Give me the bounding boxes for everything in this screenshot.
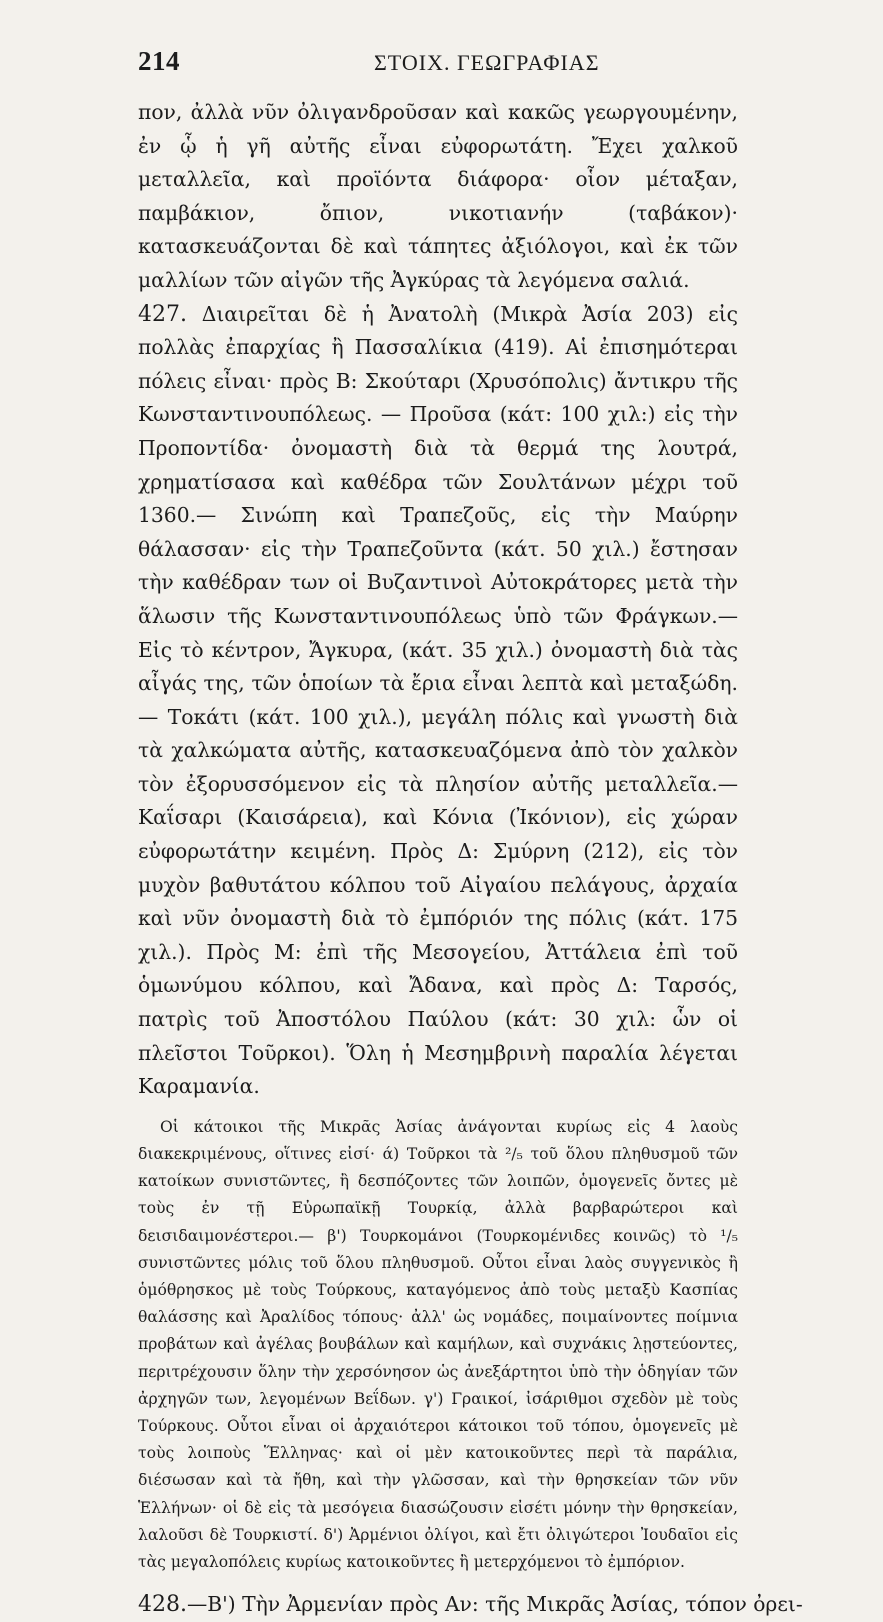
main-text: [138, 96, 738, 1104]
paragraph-continuation: πον, ἀλλὰ νῦν ὀλιγανδροῦσαν καὶ κακῶς γεωργουμένην, ἐν ᾧ ἡ γῆ αὐτῆς εἶναι εὐφορωτάτη. Ἔχει χαλκοῦ μεταλλεῖα, καὶ προϊόντα διάφορα· οἷον μέταξαν, παμβάκιον, ὄπιον, νικοτιανήν (ταβάκον)· κατασκευάζονται δὲ καὶ τάπητες ἀξιόλογοι, καὶ ἐκ τῶν μαλλίων τῶν αἰγῶν τῆς Ἀγκύρας τὰ λεγόμενα σαλιά.: [138, 100, 738, 292]
footnote-block: [138, 1114, 738, 1576]
next-section: [138, 1588, 803, 1622]
running-head: ΣΤΟΙΧ. ΓΕΩΓΡΑΦΙΑΣ: [374, 50, 600, 75]
section-428-text: —Β') Τὴν Ἀρμενίαν πρὸς Αν: τῆς Μικρᾶς Ἀσίας, τόπον ὀρει-: [186, 1592, 803, 1617]
section-number-428: 428.: [138, 1592, 187, 1618]
section-number-427: 427.: [138, 301, 187, 327]
paragraph-section-427: [138, 298, 738, 1104]
paragraph-section-428: [138, 1588, 803, 1622]
page-number: 214: [138, 46, 180, 76]
footnote-text: Οἱ κάτοικοι τῆς Μικρᾶς Ἀσίας ἀνάγονται κυρίως εἰς 4 λαοὺς διακεκριμένους, οἵτινες εἰσί· ά) Τοῦρκοι τὰ ²/₅ τοῦ ὅλου πληθυσμοῦ τῶν κατοίκων συνιστῶντες, ἢ δεσπόζοντες τῶν λοιπῶν, ὁμογενεῖς ὄντες μὲ τοὺς ἐν τῇ Εὐρωπαϊκῇ Τουρκίᾳ, ἀλλὰ βαρβαρώτεροι καὶ δεισιδαιμονέστεροι.— β') Τουρκομάνοι (Τουρκομένιδες κοινῶς) τὸ ¹/₅ συνιστῶντες μόλις τοῦ ὅλου πληθυσμοῦ. Οὗτοι εἶναι λαὸς συγγενικὸς ἢ ὁμόθρησκος μὲ τοὺς Τούρκους, καταγόμενος ἀπὸ τοὺς μεταξὺ Κασπίας θαλάσσης καὶ Ἀραλίδος τόπους· ἀλλ' ὡς νομάδες, ποιμαίνοντες ποίμνια προβάτων καὶ ἀγέλας βουβάλων καὶ καμήλων, καὶ συχνάκις λῃστεύοντες, περιτρέχουσιν ὅλην τὴν χερσόνησον ὡς ἀνεξάρτητοι ὑπὸ τὴν ὁδηγίαν τῶν ἀρχηγῶν των, λεγομένων Βεΐδων. γ') Γραικοί, ἰσάριθμοι σχεδὸν μὲ τοὺς Τούρκους. Οὗτοι εἶναι οἱ ἀρχαιότεροι κάτοικοι τοῦ τόπου, ὁμογενεῖς μὲ τοὺς λοιποὺς Ἕλληνας· καὶ οἱ μὲν κατοικοῦντες περὶ τὰ παράλια, διέσωσαν καὶ τὰ ἤθη, καὶ τὴν γλῶσσαν, καὶ τὴν θρησκείαν τῶν νῦν Ἑλλήνων· οἱ δὲ εἰς τὰ μεσόγεια διασώζουσιν εἰσέτι μόνην τὴν θρησκείαν, λαλοῦσι δὲ Τουρκιστί. δ') Ἀρμένιοι ὀλίγοι, καὶ ἔτι ὀλιγώτεροι Ἰουδαῖοι εἰς τὰς μεγαλοπόλεις κυρίως κατοικοῦντες ἢ μετερχόμενοι τὸ ἐμπόριον.: [138, 1117, 738, 1572]
page-body: [138, 96, 803, 1622]
section-427-text: Διαιρεῖται δὲ ἡ Ἀνατολὴ (Μικρὰ Ἀσία 203) εἰς πολλὰς ἐπαρχίας ἢ Πασσαλίκια (419). Αἱ ἐπισημότεραι πόλεις εἶναι· πρὸς Β: Σκούταρι (Χρυσόπολις) ἄντικρυ τῆς Κωνσταντινουπόλεως. — Προῦσα (κάτ: 100 χιλ:) εἰς τὴν Προποντίδα· ὀνομαστὴ διὰ τὰ θερμά της λουτρά, χρηματίσασα καὶ καθέδρα τῶν Σουλτάνων μέχρι τοῦ 1360.— Σινώπη καὶ Τραπεζοῦς, εἰς τὴν Μαύρην θάλασσαν· εἰς τὴν Τραπεζοῦντα (κάτ. 50 χιλ.) ἔστησαν τὴν καθέδραν των οἱ Βυζαντινοὶ Αὐτοκράτορες μετὰ τὴν ἅλωσιν τῆς Κωνσταντινουπόλεως ὑπὸ τῶν Φράγκων.— Εἰς τὸ κέντρον, Ἄγκυρα, (κάτ. 35 χιλ.) ὀνομαστὴ διὰ τὰς αἶγάς της, τῶν ὁποίων τὰ ἔρια εἶναι λεπτὰ καὶ μεταξώδη.— Τοκάτι (κάτ. 100 χιλ.), μεγάλη πόλις καὶ γνωστὴ διὰ τὰ χαλκώματα αὐτῆς, κατασκευαζόμενα ἀπὸ τὸν χαλκὸν τὸν ἐξορυσσόμενον εἰς τὰ πλησίον αὐτῆς μεταλλεῖα.— Καΐσαρι (Καισάρεια), καὶ Κόνια (Ἰκόνιον), εἰς χώραν εὐφορωτάτην κειμένη. Πρὸς Δ: Σμύρνη (212), εἰς τὸν μυχὸν βαθυτάτου κόλπου τοῦ Αἰγαίου πελάγους, ἀρχαία καὶ νῦν ὀνομαστὴ διὰ τὸ ἐμπόριόν της πόλις (κάτ. 175 χιλ.). Πρὸς Μ: ἐπὶ τῆς Μεσογείου, Ἀττάλεια ἐπὶ τοῦ ὁμωνύμου κόλπου, καὶ Ἄδανα, καὶ πρὸς Δ: Ταρσός, πατρὶς τοῦ Ἀποστόλου Παύλου (κάτ: 30 χιλ: ὧν οἱ πλεῖστοι Τοῦρκοι). Ὅλη ἡ Μεσημβρινὴ παραλία λέγεται Καραμανία.: [138, 301, 739, 1099]
page-header: [138, 46, 738, 80]
